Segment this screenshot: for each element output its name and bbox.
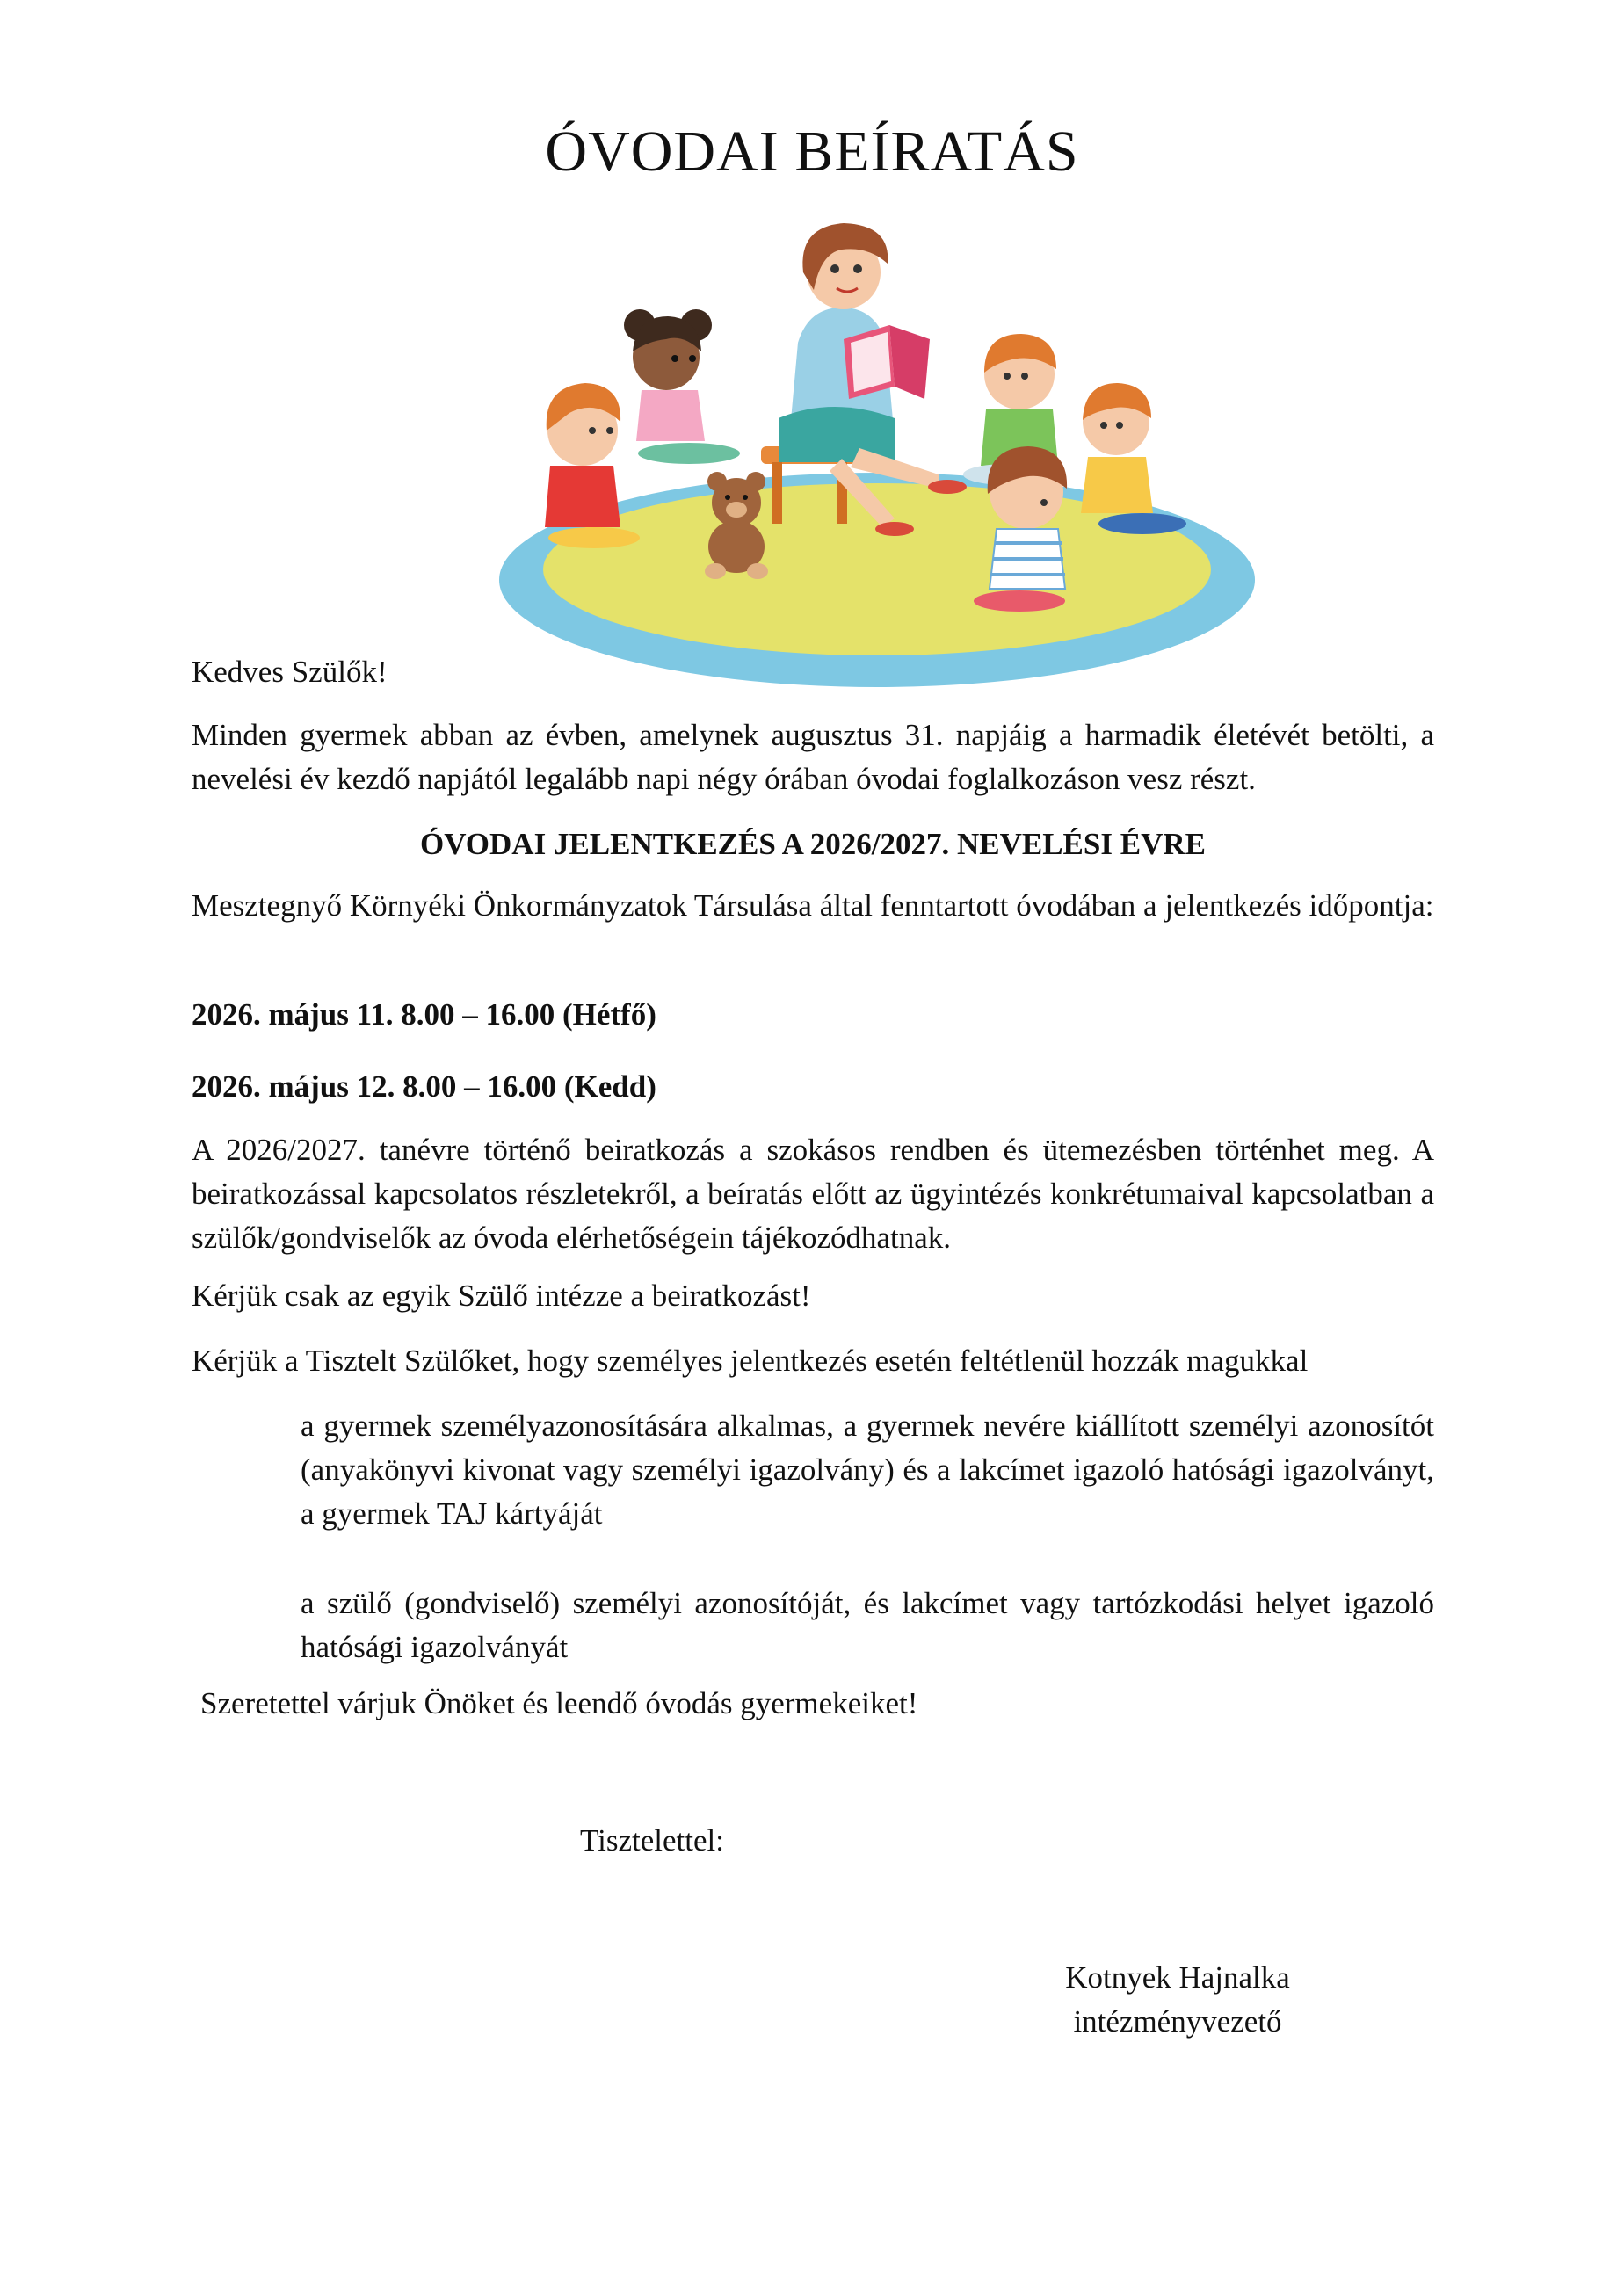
paragraph-compulsory-attendance: Minden gyermek abban az évben, amelynek augusztus 31. napjáig a harmadik életévét betölti, a nevelési év kezdő napjától legalább napi négy órában óvodai foglalkozáson vesz részt. — [192, 718, 1434, 796]
enrollment-date-2: 2026. május 12. 8.00 – 16.00 (Kedd) — [192, 1069, 656, 1104]
section-heading: ÓVODAI JELENTKEZÉS A 2026/2027. NEVELÉSI ÉVRE — [420, 827, 1206, 861]
paragraph-enrollment-details: A 2026/2027. tanévre történő beiratkozás a szokásos rendben és ütemezésben történhet meg. A beiratkozással kapcsolatos részletekről, a beíratás előtt az ügyintézés konkrétumaival kapcsolatban a szülők/gondviselők az óvoda elérhetőségein tájékozódhatnak. — [192, 1133, 1434, 1255]
paragraph-enrollment-info: Mesztegnyő Környéki Önkormányzatok Társulása által fenntartott óvodában a jelentkezés időpontja: — [192, 888, 1434, 923]
enrollment-date-1: 2026. május 11. 8.00 – 16.00 (Hétfő) — [192, 997, 656, 1032]
greeting: Kedves Szülők! — [192, 655, 388, 689]
regards: Tisztelettel: — [580, 1823, 724, 1858]
page-title: ÓVODAI BEÍRATÁS — [545, 120, 1079, 184]
signer-name: Kotnyek Hajnalka — [1065, 1960, 1290, 1995]
closing-line: Szeretettel várjuk Önöket és leendő óvodás gyermekeiket! — [200, 1686, 918, 1720]
child-boy-yellow-shirt — [1081, 383, 1186, 534]
teacher-reading-to-children-illustration — [482, 211, 1272, 703]
child-girl-curly-hair — [624, 309, 740, 464]
signer-role: intézményvezető — [1073, 2004, 1282, 2039]
paragraph-documents-request: Kérjük a Tisztelt Szülőket, hogy személyes jelentkezés esetén feltétlenül hozzák magukkal — [192, 1344, 1309, 1378]
list-item: a gyermek személyazonosítására alkalmas, a gyermek nevére kiállított személyi azonosítót (anyakönyvi kivonat vagy személyi igazolvány) és a lakcímet igazoló hatósági igazolványt, a gyermek TAJ kártyáját — [301, 1409, 1434, 1531]
list-item: a szülő (gondviselő) személyi azonosítóját, és lakcímet vagy tartózkodási helyet igazoló hatósági igazolványát — [301, 1586, 1434, 1664]
paragraph-one-parent-request: Kérjük csak az egyik Szülő intézze a beiratkozást! — [192, 1278, 811, 1313]
